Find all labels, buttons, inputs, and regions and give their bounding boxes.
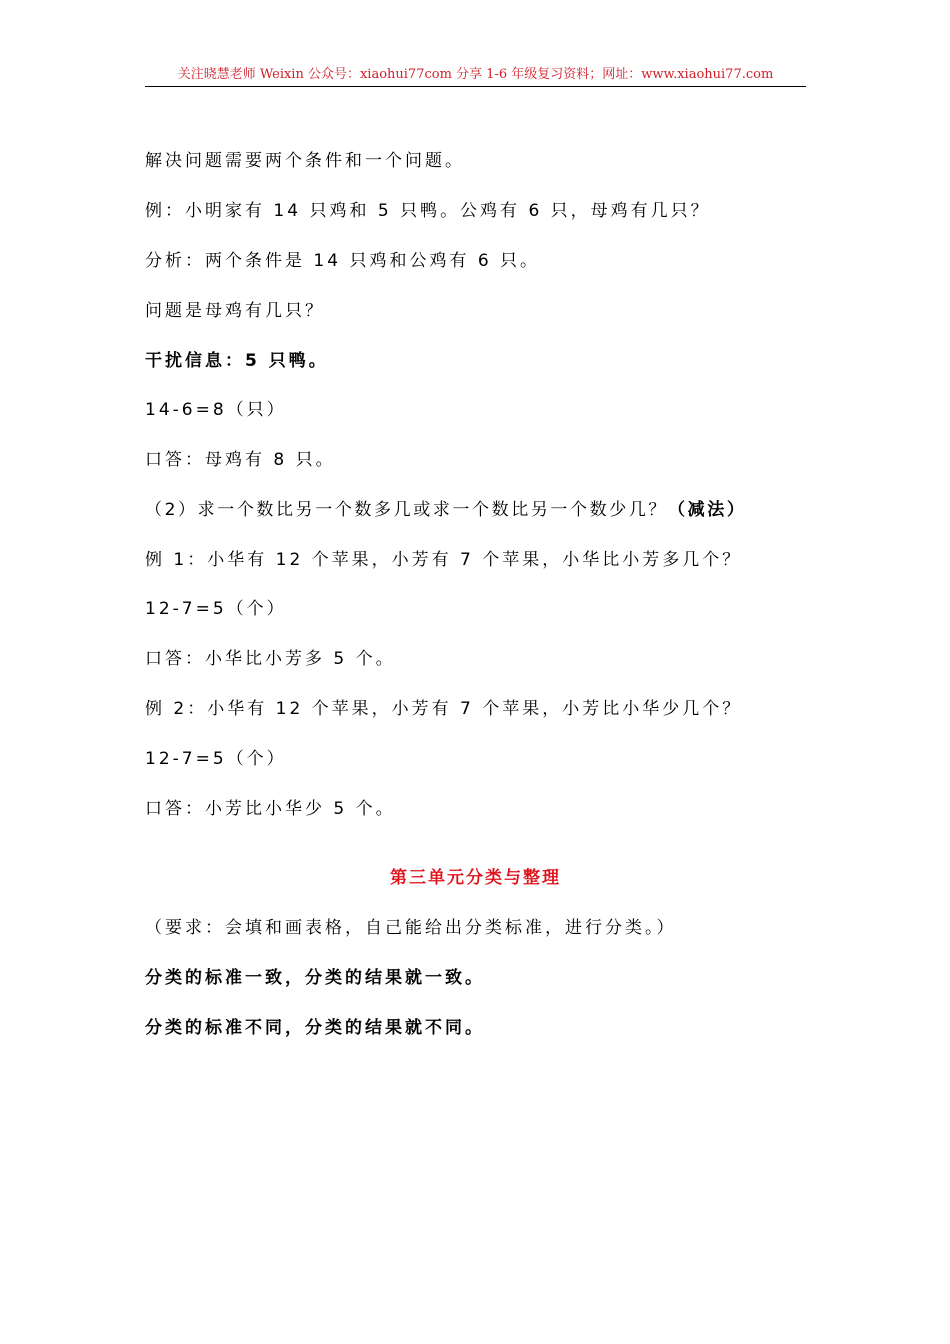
- subtraction-rule-text: （2）求一个数比另一个数多几或求一个数比另一个数少几？: [145, 500, 669, 520]
- subtraction-rule-label: （减法）: [668, 500, 747, 520]
- paragraph-answer-1: 口答：母鸡有 8 只。: [145, 450, 336, 470]
- paragraph-equation-3: 12-7=5（个）: [145, 749, 287, 769]
- paragraph-equation-1: 14-6=8（只）: [145, 400, 287, 420]
- paragraph-rule-different: 分类的标准不同，分类的结果就不同。: [145, 1018, 485, 1038]
- paragraph-requirement: （要求：会填和画表格，自己能给出分类标准，进行分类。）: [145, 918, 677, 938]
- paragraph-analysis: 分析：两个条件是 14 只鸡和公鸡有 6 只。: [145, 251, 541, 271]
- paragraph-distractor: 干扰信息：5 只鸭。: [145, 351, 329, 371]
- page-header: [145, 66, 806, 87]
- header-text: 关注晓慧老师 Weixin 公众号：xiaohui77com 分享 1-6 年级复习资料；网址：www.xiaohui77.com: [177, 67, 774, 82]
- paragraph-intro: 解决问题需要两个条件和一个问题。: [145, 151, 465, 171]
- paragraph-answer-3: 口答：小芳比小华少 5 个。: [145, 799, 396, 819]
- paragraph-example-2: 例 2：小华有 12 个苹果，小芳有 7 个苹果，小芳比小华少几个？: [145, 699, 743, 719]
- paragraph-example: 例：小明家有 14 只鸡和 5 只鸭。公鸡有 6 只，母鸡有几只？: [145, 201, 711, 221]
- paragraph-answer-2: 口答：小华比小芳多 5 个。: [145, 649, 396, 669]
- paragraph-question: 问题是母鸡有几只？: [145, 301, 325, 321]
- paragraph-equation-2: 12-7=5（个）: [145, 599, 287, 619]
- paragraph-subtraction-rule: [145, 498, 746, 522]
- section-title: 第三单元分类与整理: [390, 868, 561, 888]
- paragraph-example-1: 例 1：小华有 12 个苹果，小芳有 7 个苹果，小华比小芳多几个？: [145, 550, 743, 570]
- paragraph-rule-same: 分类的标准一致，分类的结果就一致。: [145, 968, 485, 988]
